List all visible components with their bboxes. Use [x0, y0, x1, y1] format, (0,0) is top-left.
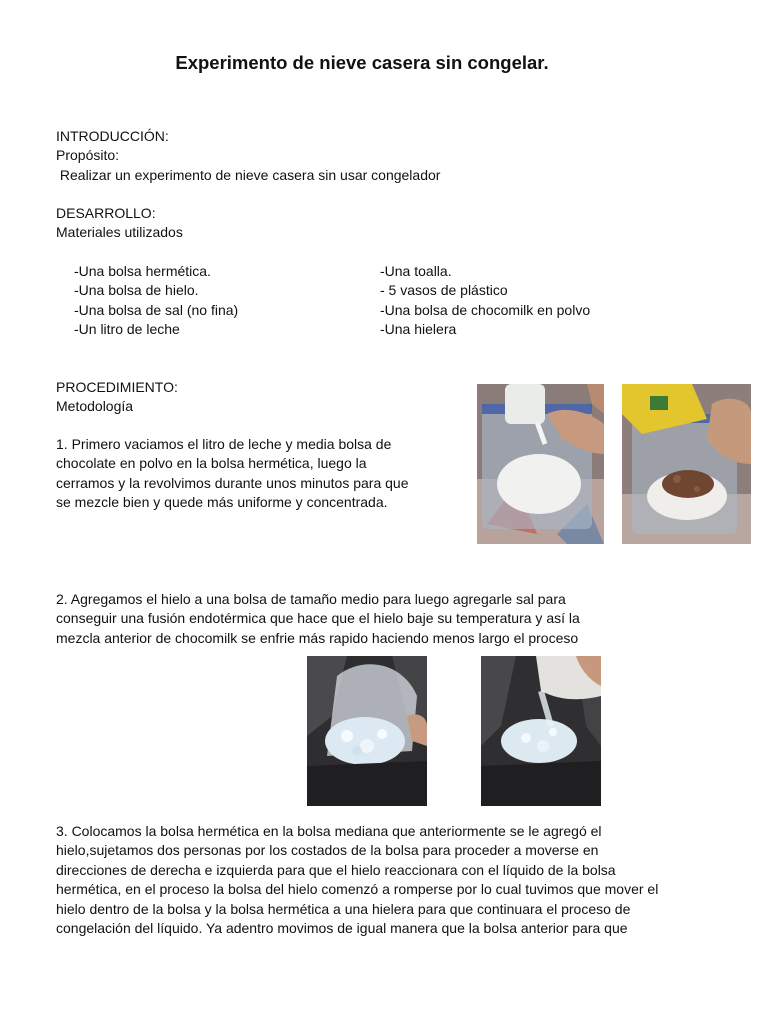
material-item: -Una hielera [380, 321, 457, 337]
material-item: -Una toalla. [380, 263, 452, 279]
text-line: se mezcle bien y quede más uniforme y concentrada. [56, 494, 388, 511]
text-line: chocolate en polvo en la bolsa hermética, luego la [56, 455, 367, 472]
procedimiento-label: Metodología [56, 398, 134, 414]
material-item: -Una bolsa de chocomilk en polvo [380, 302, 591, 318]
material-item: -Una bolsa de hielo. [74, 282, 199, 298]
text-line: hielo dentro de la bolsa y la bolsa hermética a una hielera para que continuara el proceso de [56, 900, 631, 917]
intro-heading: INTRODUCCIÓN: [56, 128, 169, 144]
text-line: cerramos y la revolvimos durante unos minutos para que [56, 474, 409, 491]
material-item: - 5 vasos de plástico [380, 282, 508, 298]
material-item: -Un litro de leche [74, 321, 180, 337]
photo-salt-on-ice [481, 656, 601, 806]
document-title: Experimento de nieve casera sin congelar. [175, 52, 549, 73]
procedimiento-heading: PROCEDIMIENTO: [56, 379, 178, 395]
material-item: -Una bolsa de sal (no fina) [74, 302, 239, 318]
step-1-paragraph [56, 435, 409, 513]
text-line: congelación del líquido. Ya adentro movimos de igual manera que la bolsa anterior para que [56, 920, 628, 937]
step-3-paragraph [56, 822, 658, 938]
photo-ice-in-bag [307, 656, 427, 806]
text-line: conseguir una fusión endotérmica que hace que el hielo baje su temperatura y así la [56, 610, 580, 627]
photo-milk-in-bag [477, 384, 604, 544]
text-line: 2. Agregamos el hielo a una bolsa de tamaño medio para luego agregarle sal para [56, 591, 566, 607]
material-item: -Una bolsa hermética. [74, 263, 211, 279]
intro-label: Propósito: [56, 147, 120, 163]
text-line: hielo,sujetamos dos personas por los costados de la bolsa para proceder a moverse en [56, 842, 599, 859]
text-line: 1. Primero vaciamos el litro de leche y media bolsa de [56, 436, 392, 452]
step-2-paragraph [56, 590, 580, 648]
text-line: direcciones de derecha e izquierda para que el hielo reaccionara con el líquido de la bolsa [56, 861, 616, 878]
text-line: hermética, en el proceso la bolsa del hielo comenzó a romperse por lo cual tuvimos que mover el [56, 881, 659, 898]
photo-chocolate-in-bag [622, 384, 751, 544]
intro-text: Realizar un experimento de nieve casera sin usar congelador [56, 167, 441, 183]
desarrollo-label: Materiales utilizados [56, 224, 183, 240]
desarrollo-heading: DESARROLLO: [56, 205, 156, 221]
text-line: 3. Colocamos la bolsa hermética en la bolsa mediana que anteriormente se le agregó el [56, 823, 602, 839]
text-line: mezcla anterior de chocomilk se enfrie más rapido haciendo menos largo el proceso [56, 629, 579, 646]
